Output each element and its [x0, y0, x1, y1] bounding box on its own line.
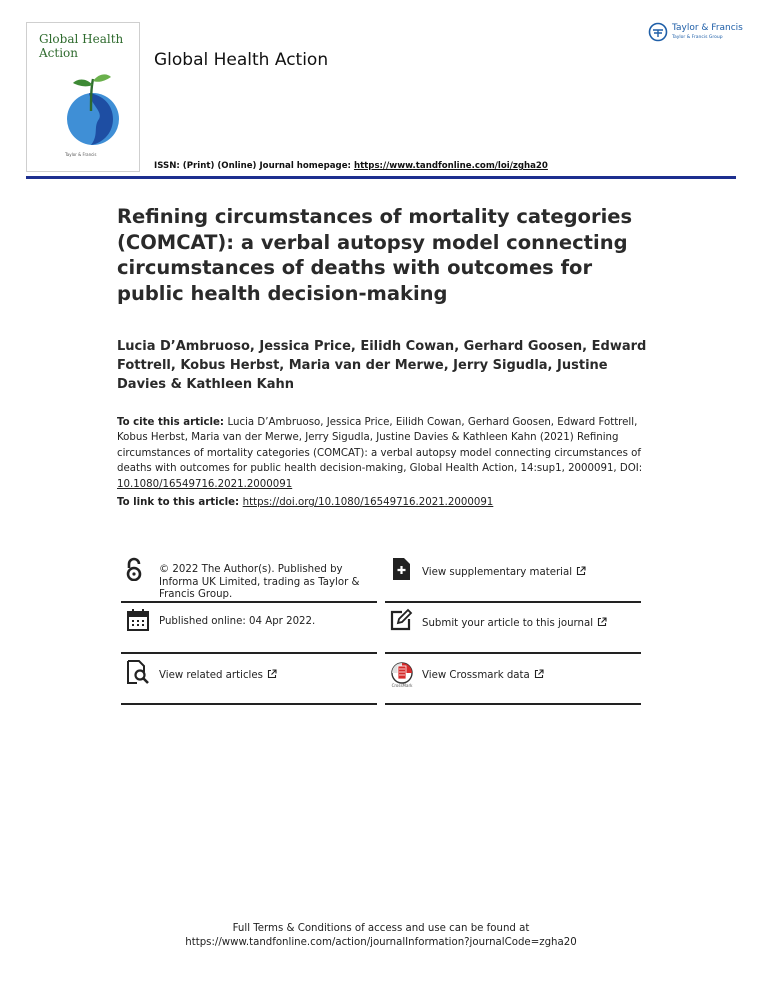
footer-terms-link[interactable]: https://www.tandfonline.com/action/journalInformation?journalCode=zgha20 — [185, 937, 577, 948]
publisher-logo-name: Taylor & Francis — [672, 23, 743, 33]
info-divider — [385, 652, 641, 654]
journal-homepage-link[interactable]: https://www.tandfonline.com/loi/zgha20 — [353, 161, 548, 171]
crossmark-link[interactable] — [422, 669, 544, 683]
submit-article-label: Submit your article to this journal — [422, 618, 594, 629]
cover-title-line1: Global Health — [39, 32, 124, 46]
published-online-text: Published online: 04 Apr 2022. — [159, 616, 316, 627]
journal-cover — [26, 22, 140, 172]
supplementary-link[interactable] — [422, 566, 586, 580]
crossmark-caption: CrossMark — [391, 683, 413, 688]
submit-article-link[interactable] — [422, 617, 607, 631]
citation-label: To cite this article: — [117, 417, 228, 428]
footer-line1: Full Terms & Conditions of access and use can be found at — [232, 923, 530, 934]
related-articles-icon — [126, 660, 150, 684]
citation-text: Lucia D’Ambruoso, Jessica Price, Eilidh Cowan, Gerhard Goosen, Edward Fottrell, Kobus Herbst, Maria van der Merwe, Jerry Sigudla, Justine Davies & Kathleen Kahn (2021) Refining circumstances of mortality categories (COMCAT): a verbal autopsy model connecting circumstances of deaths with outcomes for public health decision-making, Global Health Action, 14:sup1, 2000091, DOI: — [117, 417, 643, 475]
article-title: Refining circumstances of mortality categories (COMCAT): a verbal autopsy model connecting circumstances of deaths with outcomes for public health decision-making — [117, 205, 633, 305]
globe-sprout-icon — [63, 71, 123, 147]
cover-title — [39, 32, 135, 60]
taylor-francis-logo-icon — [648, 22, 668, 42]
calendar-icon — [126, 608, 150, 632]
article-authors: Lucia D’Ambruoso, Jessica Price, Eilidh Cowan, Gerhard Goosen, Edward Fottrell, Kobus Herbst, Maria van der Merwe, Jerry Sigudla, Justine Davies & Kathleen Kahn — [117, 339, 647, 392]
issn-line — [154, 161, 548, 171]
external-link-icon — [597, 617, 607, 627]
journal-name: Global Health Action — [154, 50, 329, 70]
issn-label: ISSN: (Print) (Online) Journal homepage: — [154, 161, 354, 171]
related-articles-label: View related articles — [159, 670, 263, 681]
supplementary-label: View supplementary material — [422, 567, 573, 578]
edit-icon — [389, 608, 413, 632]
info-divider — [121, 652, 377, 654]
crossmark-badge — [389, 661, 415, 691]
crossmark-label: View Crossmark data — [422, 670, 530, 681]
publisher-logo[interactable] — [648, 22, 748, 46]
info-divider — [121, 703, 377, 705]
publisher-logo-subtitle: Taylor & Francis Group — [672, 35, 723, 40]
article-doi-url[interactable]: https://doi.org/10.1080/16549716.2021.2000091 — [242, 497, 494, 508]
related-articles-link[interactable] — [159, 669, 277, 683]
crossmark-icon — [389, 661, 415, 685]
info-divider — [385, 601, 641, 603]
external-link-icon — [534, 669, 544, 679]
external-link-icon — [576, 566, 586, 576]
citation-block — [117, 415, 647, 492]
open-access-icon — [122, 557, 146, 581]
info-divider — [385, 703, 641, 705]
citation-doi-link[interactable]: 10.1080/16549716.2021.2000091 — [117, 478, 293, 490]
cover-title-line2: Action — [39, 46, 78, 60]
open-access-text: © 2022 The Author(s). Published by Informa UK Limited, trading as Taylor & Francis Group. — [159, 564, 360, 600]
terms-footer — [0, 922, 762, 950]
external-link-icon — [267, 669, 277, 679]
article-link-line — [117, 497, 493, 508]
header-divider — [26, 176, 736, 179]
link-label: To link to this article: — [117, 497, 243, 508]
supplementary-file-icon — [389, 557, 413, 581]
cover-publisher: Taylor & Francis — [65, 152, 97, 157]
info-divider — [121, 601, 377, 603]
